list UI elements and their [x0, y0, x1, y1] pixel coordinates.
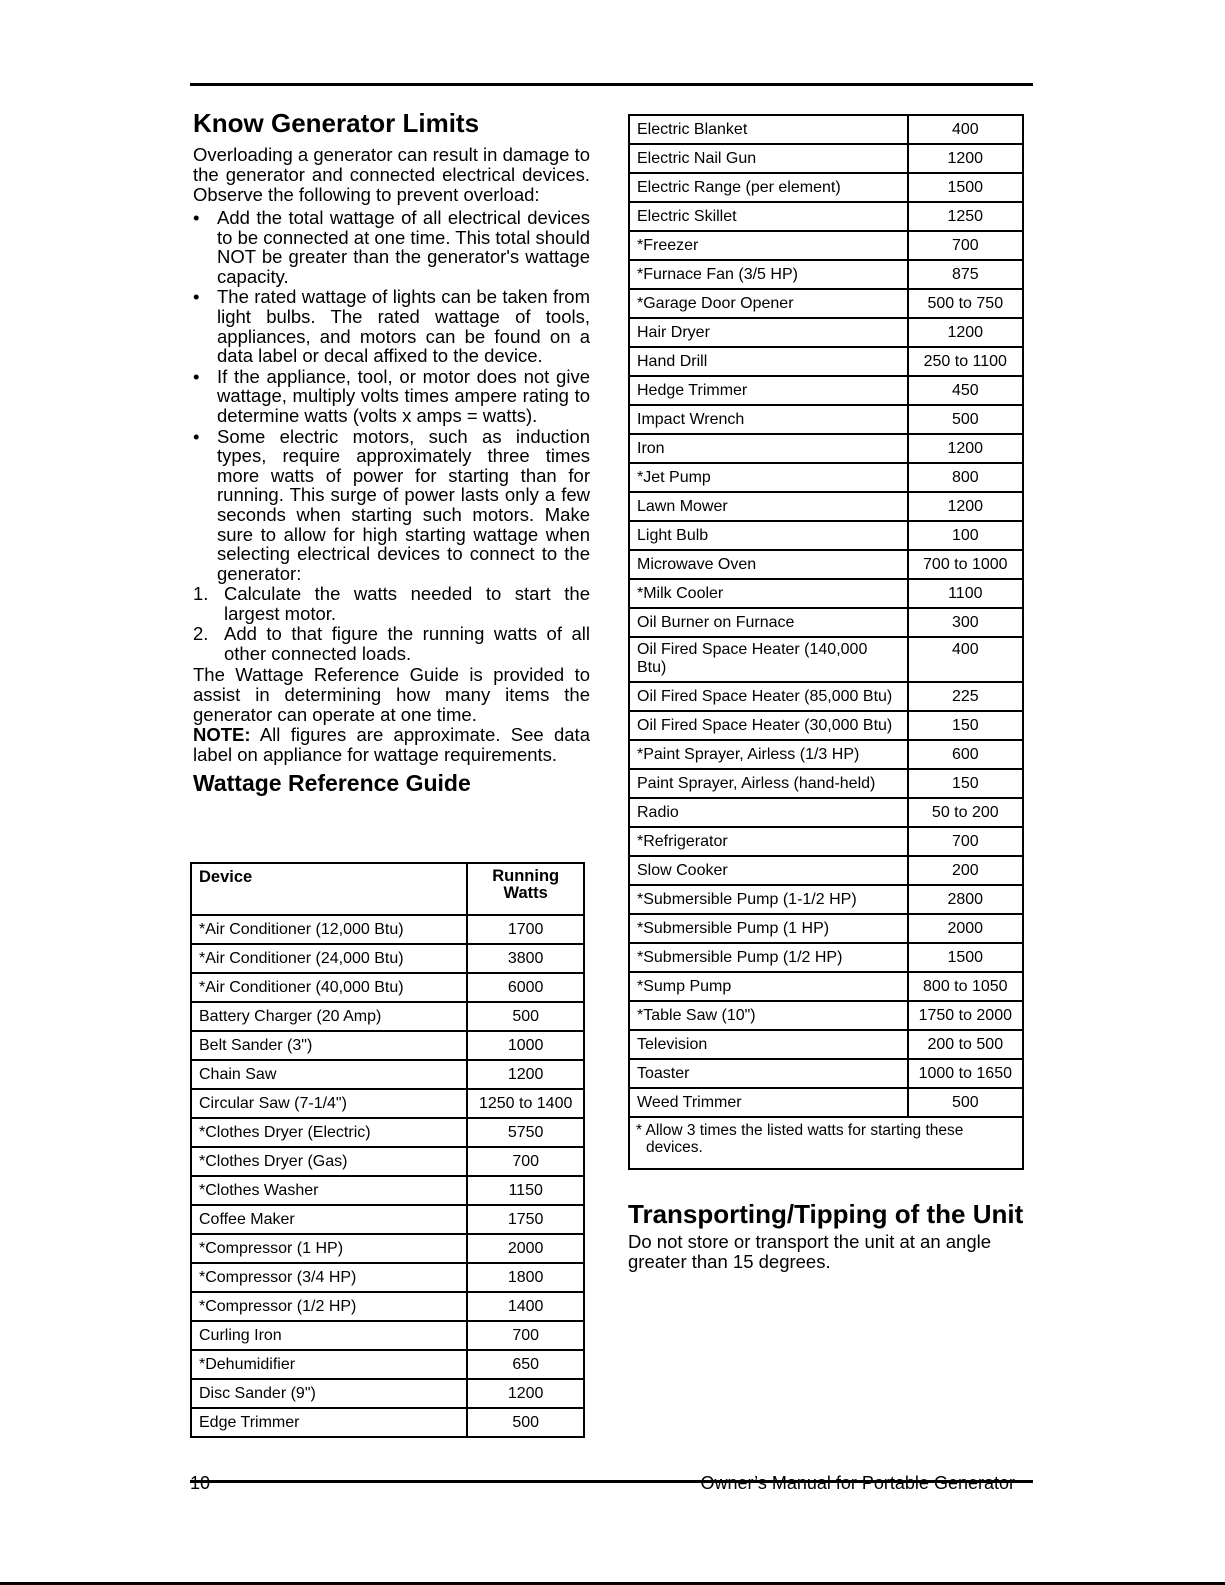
device-column-header: Device [191, 863, 467, 915]
table-row [629, 550, 1023, 579]
table-row [629, 856, 1023, 885]
table-row [191, 1205, 584, 1234]
transport-text: Do not store or transport the unit at an angle greater than 15 degrees. [628, 1231, 992, 1272]
device-cell: Curling Iron [191, 1321, 467, 1350]
header-rule [190, 83, 1033, 86]
watts-cell: 2800 [908, 885, 1023, 914]
manual-title: Owner’s Manual for Portable Generator [700, 1473, 1015, 1493]
device-cell: Iron [629, 434, 908, 463]
table-row [191, 1147, 584, 1176]
table-row [629, 885, 1023, 914]
table-row [629, 289, 1023, 318]
watts-cell: 1800 [467, 1263, 584, 1292]
device-cell: Electric Range (per element) [629, 173, 908, 202]
watts-cell: 100 [908, 521, 1023, 550]
device-cell: *Air Conditioner (12,000 Btu) [191, 915, 467, 944]
table-row [191, 1118, 584, 1147]
device-cell: Oil Fired Space Heater (140,000 Btu) [629, 637, 908, 682]
table-row [191, 1321, 584, 1350]
table-row [629, 1059, 1023, 1088]
watts-cell: 500 [908, 405, 1023, 434]
device-cell: Hair Dryer [629, 318, 908, 347]
table-row [629, 798, 1023, 827]
device-cell: *Submersible Pump (1-1/2 HP) [629, 885, 908, 914]
transport-title: Transporting/Tipping of the Unit [628, 1199, 1024, 1229]
device-cell: Light Bulb [629, 521, 908, 550]
table-row [191, 1176, 584, 1205]
table-row [629, 1030, 1023, 1059]
generator-limits-section [193, 107, 590, 797]
device-cell: Oil Fired Space Heater (30,000 Btu) [629, 711, 908, 740]
watts-cell: 700 [908, 231, 1023, 260]
watts-cell: 50 to 200 [908, 798, 1023, 827]
table-row [629, 682, 1023, 711]
table-row [629, 521, 1023, 550]
table-row [629, 943, 1023, 972]
table-body [629, 115, 1023, 1117]
device-cell: Impact Wrench [629, 405, 908, 434]
device-cell: *Sump Pump [629, 972, 908, 1001]
watts-cell: 5750 [467, 1118, 584, 1147]
table-row [629, 1088, 1023, 1117]
watts-cell: 1200 [908, 318, 1023, 347]
table-row [629, 637, 1023, 682]
watts-cell: 225 [908, 682, 1023, 711]
watts-cell: 400 [908, 637, 1023, 682]
device-cell: *Compressor (1/2 HP) [191, 1292, 467, 1321]
device-cell: Paint Sprayer, Airless (hand-held) [629, 769, 908, 798]
table-header-row [191, 863, 584, 915]
table-row [191, 1350, 584, 1379]
device-cell: Radio [629, 798, 908, 827]
device-cell: *Air Conditioner (24,000 Btu) [191, 944, 467, 973]
device-cell: Electric Blanket [629, 115, 908, 144]
table-row [629, 318, 1023, 347]
footnote-row [629, 1117, 1023, 1169]
table-row [629, 144, 1023, 173]
watts-cell: 800 [908, 463, 1023, 492]
watts-cell: 1200 [467, 1379, 584, 1408]
device-cell: Slow Cooker [629, 856, 908, 885]
device-cell: Battery Charger (20 Amp) [191, 1002, 467, 1031]
device-cell: Chain Saw [191, 1060, 467, 1089]
watts-cell: 1400 [467, 1292, 584, 1321]
steps-list [193, 584, 590, 663]
watts-cell: 1200 [908, 492, 1023, 521]
device-cell: Toaster [629, 1059, 908, 1088]
step-item: 2. Add to that figure the running watts of all other connected loads. [193, 623, 590, 665]
watts-cell: 1200 [908, 434, 1023, 463]
device-cell: *Table Saw (10") [629, 1001, 908, 1030]
bullet-item: • The rated wattage of lights can be taken from light bulbs. The rated wattage of tools, appliances, and motors can be found on a data label or decal affixed to the device. [193, 286, 590, 367]
device-cell: *Compressor (1 HP) [191, 1234, 467, 1263]
note-label: NOTE: [193, 723, 251, 745]
device-cell: Lawn Mower [629, 492, 908, 521]
watts-cell: 300 [908, 608, 1023, 637]
watts-cell: 1750 to 2000 [908, 1001, 1023, 1030]
device-cell: Coffee Maker [191, 1205, 467, 1234]
device-cell: Edge Trimmer [191, 1408, 467, 1437]
watts-cell: 1750 [467, 1205, 584, 1234]
wattage-table-left [190, 862, 585, 1438]
watts-cell: 1500 [908, 943, 1023, 972]
watts-cell: 700 [467, 1147, 584, 1176]
device-cell: *Furnace Fan (3/5 HP) [629, 260, 908, 289]
watts-cell: 200 [908, 856, 1023, 885]
transport-section [628, 1198, 1025, 1272]
table-row [629, 1001, 1023, 1030]
device-cell: Circular Saw (7-1/4") [191, 1089, 467, 1118]
watts-cell: 3800 [467, 944, 584, 973]
watts-cell: 1100 [908, 579, 1023, 608]
table-row [191, 1234, 584, 1263]
table-row [629, 608, 1023, 637]
watts-cell: 2000 [908, 914, 1023, 943]
device-cell: Television [629, 1030, 908, 1059]
note-text: All figures are approximate. See data label on appliance for wattage requirements. [193, 723, 590, 765]
watts-cell: 250 to 1100 [908, 347, 1023, 376]
watts-cell: 1000 to 1650 [908, 1059, 1023, 1088]
watts-cell: 150 [908, 769, 1023, 798]
bullet-item: • Add the total wattage of all electrical devices to be connected at one time. This total should NOT be greater than the generator's wattage capacity. [193, 207, 590, 287]
device-cell: *Paint Sprayer, Airless (1/3 HP) [629, 740, 908, 769]
device-cell: *Clothes Dryer (Electric) [191, 1118, 467, 1147]
intro-paragraph: Overloading a generator can result in damage to the generator and connected electrical devices. Observe the following to prevent overload: [193, 144, 590, 205]
bullet-item: • If the appliance, tool, or motor does not give wattage, multiply volts times ampere rating to determine watts (volts x amps = watts). [193, 365, 590, 426]
device-cell: Oil Fired Space Heater (85,000 Btu) [629, 682, 908, 711]
table-row [629, 376, 1023, 405]
step-item: 1. Calculate the watts needed to start the largest motor. [193, 583, 590, 624]
watts-cell: 600 [908, 740, 1023, 769]
table-row [629, 231, 1023, 260]
watts-cell: 700 [467, 1321, 584, 1350]
watts-cell: 1150 [467, 1176, 584, 1205]
wattage-table-right [628, 114, 1024, 1170]
table-row [191, 973, 584, 1002]
device-cell: Electric Skillet [629, 202, 908, 231]
device-cell: *Air Conditioner (40,000 Btu) [191, 973, 467, 1002]
watts-cell: 700 to 1000 [908, 550, 1023, 579]
device-cell: *Freezer [629, 231, 908, 260]
page-number: 10 [190, 1473, 211, 1493]
table-row [191, 915, 584, 944]
watts-cell: 450 [908, 376, 1023, 405]
section-title: Know Generator Limits [193, 108, 480, 138]
bullet-item: • Some electric motors, such as induction types, require approximately three times more watts of power for starting than for running. This surge of power lasts only a few seconds when starting such motors. Make sure to allow for high starting wattage when selecting electrical devices to connect to the generator: [193, 425, 590, 584]
table-row [629, 827, 1023, 856]
footnote-text: * Allow 3 times the listed watts for starting these devices. [636, 1122, 964, 1156]
device-cell: *Submersible Pump (1/2 HP) [629, 943, 908, 972]
table-row [629, 463, 1023, 492]
device-cell: *Jet Pump [629, 463, 908, 492]
device-cell: Disc Sander (9") [191, 1379, 467, 1408]
table-row [629, 347, 1023, 376]
watts-cell: 500 to 750 [908, 289, 1023, 318]
table-row [629, 260, 1023, 289]
table-row [191, 1379, 584, 1408]
note-paragraph [193, 725, 590, 765]
table-row [629, 579, 1023, 608]
watts-cell: 2000 [467, 1234, 584, 1263]
device-cell: *Refrigerator [629, 827, 908, 856]
device-cell: *Submersible Pump (1 HP) [629, 914, 908, 943]
table-row [191, 1002, 584, 1031]
device-cell: Hand Drill [629, 347, 908, 376]
watts-cell: 800 to 1050 [908, 972, 1023, 1001]
watts-cell: 650 [467, 1350, 584, 1379]
guide-title: Wattage Reference Guide [193, 769, 471, 796]
table-row [191, 1408, 584, 1437]
device-cell: *Compressor (3/4 HP) [191, 1263, 467, 1292]
watts-cell: 1500 [908, 173, 1023, 202]
guide-paragraph: The Wattage Reference Guide is provided to assist in determining how many items the generator can operate at one time. [193, 663, 590, 725]
device-cell: *Clothes Washer [191, 1176, 467, 1205]
watts-cell: 400 [908, 115, 1023, 144]
footnote-cell [629, 1117, 1023, 1169]
table-row [191, 1031, 584, 1060]
table-row [629, 202, 1023, 231]
table-row [629, 405, 1023, 434]
watts-cell: 200 to 500 [908, 1030, 1023, 1059]
device-cell: *Milk Cooler [629, 579, 908, 608]
device-cell: Weed Trimmer [629, 1088, 908, 1117]
watts-cell: 1000 [467, 1031, 584, 1060]
watts-column-header: Running Watts [467, 863, 584, 915]
device-cell: Electric Nail Gun [629, 144, 908, 173]
watts-cell: 500 [467, 1002, 584, 1031]
watts-cell: 1700 [467, 915, 584, 944]
table-row [629, 115, 1023, 144]
device-cell: *Dehumidifier [191, 1350, 467, 1379]
table-row [191, 1089, 584, 1118]
table-row [629, 434, 1023, 463]
table-row [191, 1263, 584, 1292]
watts-cell: 875 [908, 260, 1023, 289]
table-row [629, 972, 1023, 1001]
table-row [629, 740, 1023, 769]
limits-bullet-list [193, 208, 590, 583]
table-row [191, 1292, 584, 1321]
watts-cell: 700 [908, 827, 1023, 856]
table-row [191, 1060, 584, 1089]
watts-cell: 500 [908, 1088, 1023, 1117]
watts-cell: 1250 to 1400 [467, 1089, 584, 1118]
device-cell: Microwave Oven [629, 550, 908, 579]
watts-cell: 1200 [467, 1060, 584, 1089]
table-row [629, 711, 1023, 740]
watts-cell: 1250 [908, 202, 1023, 231]
table-row [629, 914, 1023, 943]
table-row [629, 769, 1023, 798]
table-row [629, 492, 1023, 521]
watts-cell: 1200 [908, 144, 1023, 173]
device-cell: *Clothes Dryer (Gas) [191, 1147, 467, 1176]
table-row [629, 173, 1023, 202]
device-cell: *Garage Door Opener [629, 289, 908, 318]
table-row [191, 944, 584, 973]
table-body [191, 915, 584, 1437]
watts-cell: 6000 [467, 973, 584, 1002]
watts-cell: 500 [467, 1408, 584, 1437]
device-cell: Oil Burner on Furnace [629, 608, 908, 637]
device-cell: Hedge Trimmer [629, 376, 908, 405]
device-cell: Belt Sander (3") [191, 1031, 467, 1060]
watts-cell: 150 [908, 711, 1023, 740]
